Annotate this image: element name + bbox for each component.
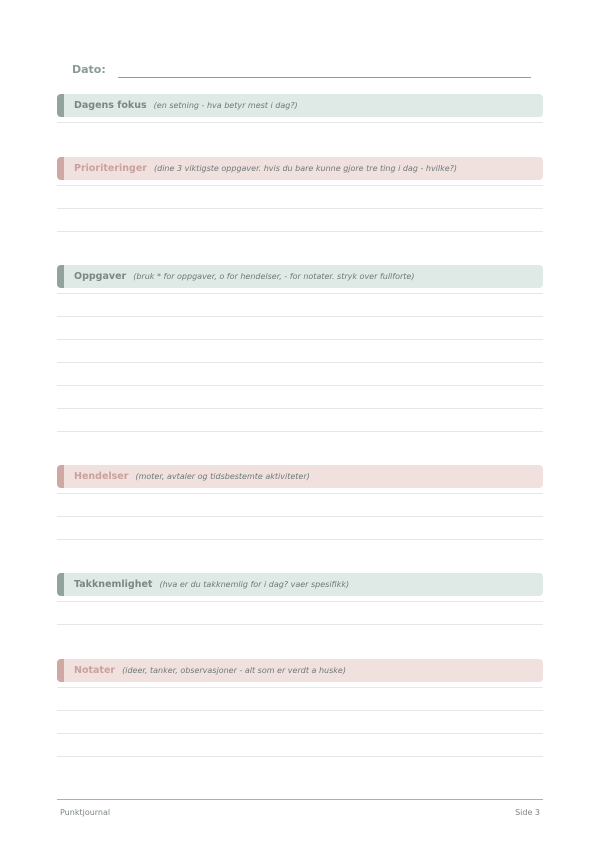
writing-line[interactable]	[57, 316, 543, 317]
section-header-tasks	[57, 265, 543, 288]
section-accent-bar	[57, 659, 64, 682]
section-title: Oppgaver	[74, 271, 127, 282]
section-header-events	[57, 465, 543, 488]
section-header-gratitude	[57, 573, 543, 596]
writing-line[interactable]	[57, 710, 543, 711]
date-label: Dato:	[72, 63, 106, 76]
section-accent-bar	[57, 157, 64, 180]
date-input-line[interactable]	[118, 77, 531, 78]
writing-line[interactable]	[57, 231, 543, 232]
section-hint: (moter, avtaler og tidsbestemte aktiviteter)	[135, 472, 310, 481]
writing-line[interactable]	[57, 431, 543, 432]
writing-line[interactable]	[57, 185, 543, 186]
writing-line[interactable]	[57, 687, 543, 688]
writing-line[interactable]	[57, 601, 543, 602]
section-hint: (dine 3 viktigste oppgaver. hvis du bare kunne gjore tre ting i dag - hvilke?)	[154, 164, 458, 173]
section-accent-bar	[57, 265, 64, 288]
footer-journal-name: Punktjournal	[60, 808, 111, 817]
section-title: Hendelser	[74, 471, 129, 482]
section-hint: (bruk * for oppgaver, o for hendelser, - for notater. stryk over fullforte)	[133, 272, 415, 281]
writing-line[interactable]	[57, 122, 543, 123]
writing-line[interactable]	[57, 362, 543, 363]
section-header-focus	[57, 94, 543, 117]
section-header-priorities	[57, 157, 543, 180]
footer-page-number: Side 3	[515, 808, 540, 817]
section-accent-bar	[57, 94, 64, 117]
footer-divider	[57, 799, 543, 800]
section-header-notes	[57, 659, 543, 682]
writing-line[interactable]	[57, 385, 543, 386]
writing-line[interactable]	[57, 624, 543, 625]
writing-line[interactable]	[57, 493, 543, 494]
section-hint: (hva er du takknemlig for i dag? vaer spesifikk)	[159, 580, 350, 589]
section-title: Notater	[74, 665, 116, 676]
writing-line[interactable]	[57, 539, 543, 540]
section-title: Prioriteringer	[74, 163, 147, 174]
section-accent-bar	[57, 465, 64, 488]
section-hint: (ideer, tanker, observasjoner - alt som er verdt a huske)	[122, 666, 346, 675]
section-accent-bar	[57, 573, 64, 596]
writing-line[interactable]	[57, 293, 543, 294]
section-hint: (en setning - hva betyr mest i dag?)	[153, 101, 298, 110]
writing-line[interactable]	[57, 408, 543, 409]
section-title: Dagens fokus	[74, 100, 147, 111]
writing-line[interactable]	[57, 733, 543, 734]
writing-line[interactable]	[57, 339, 543, 340]
writing-line[interactable]	[57, 516, 543, 517]
section-title: Takknemlighet	[74, 579, 153, 590]
writing-line[interactable]	[57, 756, 543, 757]
writing-line[interactable]	[57, 208, 543, 209]
